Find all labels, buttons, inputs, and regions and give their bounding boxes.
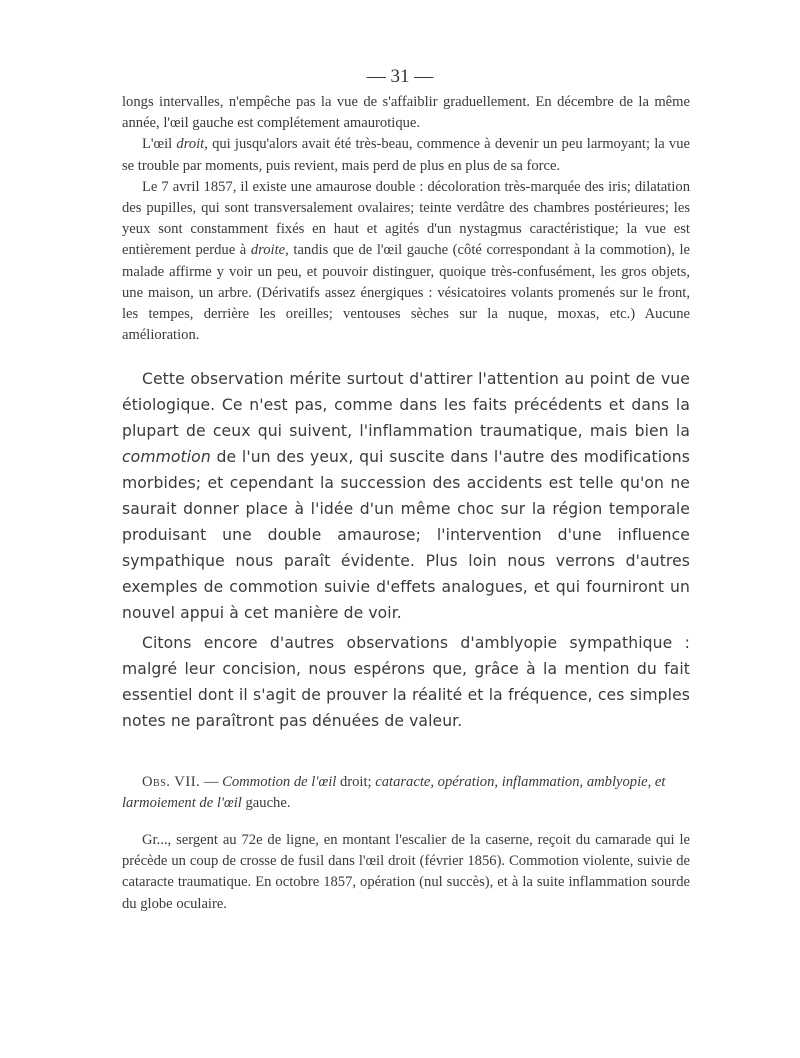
paragraph-sergeant: Gr..., sergent au 72e de ligne, en montant l'escalier de la caserne, reçoit du camarade qui le précède un coup de crosse de fusil dans l'œil droit (février 1856). Commotion violente, suivie de cataracte traumatique. En octobre 1857, opération (nul succès), et à la suite inflammation sourde du globe oculaire. — [122, 832, 690, 912]
observation-label: Obs. VII. — [142, 774, 201, 790]
text-run: — — [200, 774, 223, 790]
observation-heading — [122, 772, 690, 814]
observation-title-line — [122, 772, 690, 814]
text-run: Cette observation mérite surtout d'attirer l'attention au point de vue étiologique. Ce n'est pas, comme dans les faits précédents et dans la plupart de ceux qui suivent, l'inflammation traumatique, mais bien la — [122, 370, 690, 440]
paragraph-april-1857 — [122, 177, 690, 347]
observation-continuation — [122, 92, 690, 346]
text-run: gauche. — [241, 795, 291, 811]
text-run: Le 7 avril 1857, il existe une amaurose double : décoloration très-marquée des iris; dilatation des pupilles, qui sont transversalement ovalaires; teinte verdâtre des chambres postérieures; les yeux sont constamment fixés en haut et agités d'un nystagmus caractéristique; la vue est entièrement perdue à — [122, 178, 690, 259]
italic-text: Commotion de l'œil — [222, 774, 337, 790]
text-run: droit; — [336, 774, 376, 790]
text-run: qui jusqu'alors avait été très-beau, commence à devenir un peu larmoyant; la vue se trouble par moments, puis revient, mais perd de plus en plus de sa force. — [122, 136, 691, 174]
paragraph-continued: longs intervalles, n'empêche pas la vue de s'affaiblir graduellement. En décembre de la même année, l'œil gauche est complétement amaurotique. — [122, 94, 690, 132]
italic-text: droit, — [176, 136, 208, 153]
page-number: — 31 — — [366, 66, 434, 87]
paragraph-more-observations: Citons encore d'autres observations d'amblyopie sympathique : malgré leur concision, nous espérons que, grâce à la mention du fait essentiel dont il s'agit de prouver la réalité et la fréquence, ces simples notes ne paraîtront pas dénuées de valeur. — [122, 634, 690, 730]
commentary-paragraph — [122, 366, 690, 626]
italic-text: droite, — [250, 242, 289, 259]
paragraph-etiology — [122, 366, 690, 626]
text-run: tandis que de l'œil gauche (côté correspondant à la commotion), le malade affirme y voir un peu, et pouvoir distinguer, quoique très-confusément, les gros objets, une maison, un arbre. (Dérivatifs assez énergiques : vésicatoires volants promenés sur le front, les tempes, derrière les oreilles; ventouses sèches sur la nuque, moxas, etc.) Aucune amélioration. — [122, 242, 690, 344]
italic-text: cataracte, opération, inflammation, amblyopie, et larmoiement de l'œil — [122, 774, 666, 811]
introduction-paragraph — [122, 630, 690, 734]
observation-body — [122, 830, 690, 915]
paragraph-right-eye — [122, 134, 690, 176]
italic-text: commotion — [122, 448, 211, 466]
text-run: de l'un des yeux, qui suscite dans l'autre des modifications morbides; et cependant la succession des accidents est telle qu'on ne saurait donner place à l'idée d'un même choc sur la région temporale produisant une double amaurose; l'intervention d'une influence sympathique nous paraît évidente. Plus loin nous verrons d'autres exemples de commotion suivie d'effets analogues, et qui fourniront un nouvel appui à cet manière de voir. — [122, 448, 690, 622]
text-run: L'œil — [142, 136, 177, 153]
